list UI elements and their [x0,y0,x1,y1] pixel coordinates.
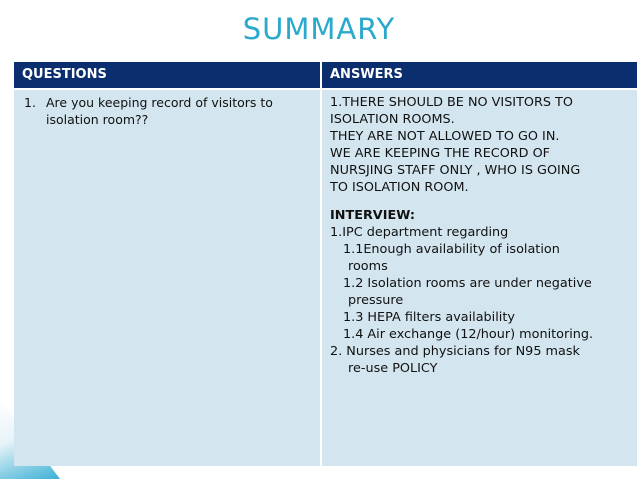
questions-header: QUESTIONS [14,62,320,88]
answer-line: ISOLATION ROOMS. [330,112,455,127]
interview-line: re-use POLICY [348,361,438,376]
interview-line: 1.3 HEPA filters availability [343,310,515,325]
spacer [330,196,631,207]
answer-line: TO ISOLATION ROOM. [330,180,469,195]
interview-line: 2. Nurses and physicians for N95 mask [330,344,580,359]
interview-line: 1.2 Isolation rooms are under negative [343,276,592,291]
interview-line: 1.IPC department regarding [330,225,509,240]
page-title: SUMMARY [242,12,396,46]
answer-line: THEY ARE NOT ALLOWED TO GO IN. [330,129,560,144]
answer-cell [322,90,637,466]
question-cell [14,90,320,466]
interview-line: rooms [348,259,388,274]
answer-line: 1.THERE SHOULD BE NO VISITORS TO [330,95,573,110]
interview-line: 1.4 Air exchange (12/hour) monitoring. [343,327,594,342]
answer-line: NURSJING STAFF ONLY , WHO IS GOING [330,163,581,178]
interview-line: 1.1Enough availability of isolation [343,242,560,257]
question-text: Are you keeping record of visitors to isolation room?? [46,95,273,127]
answer-line: WE ARE KEEPING THE RECORD OF [330,146,551,161]
interview-line: pressure [348,293,404,308]
answers-header: ANSWERS [322,62,637,88]
question-item [24,94,312,128]
question-number: 1. [24,95,36,110]
interview-heading: INTERVIEW: [330,208,416,223]
